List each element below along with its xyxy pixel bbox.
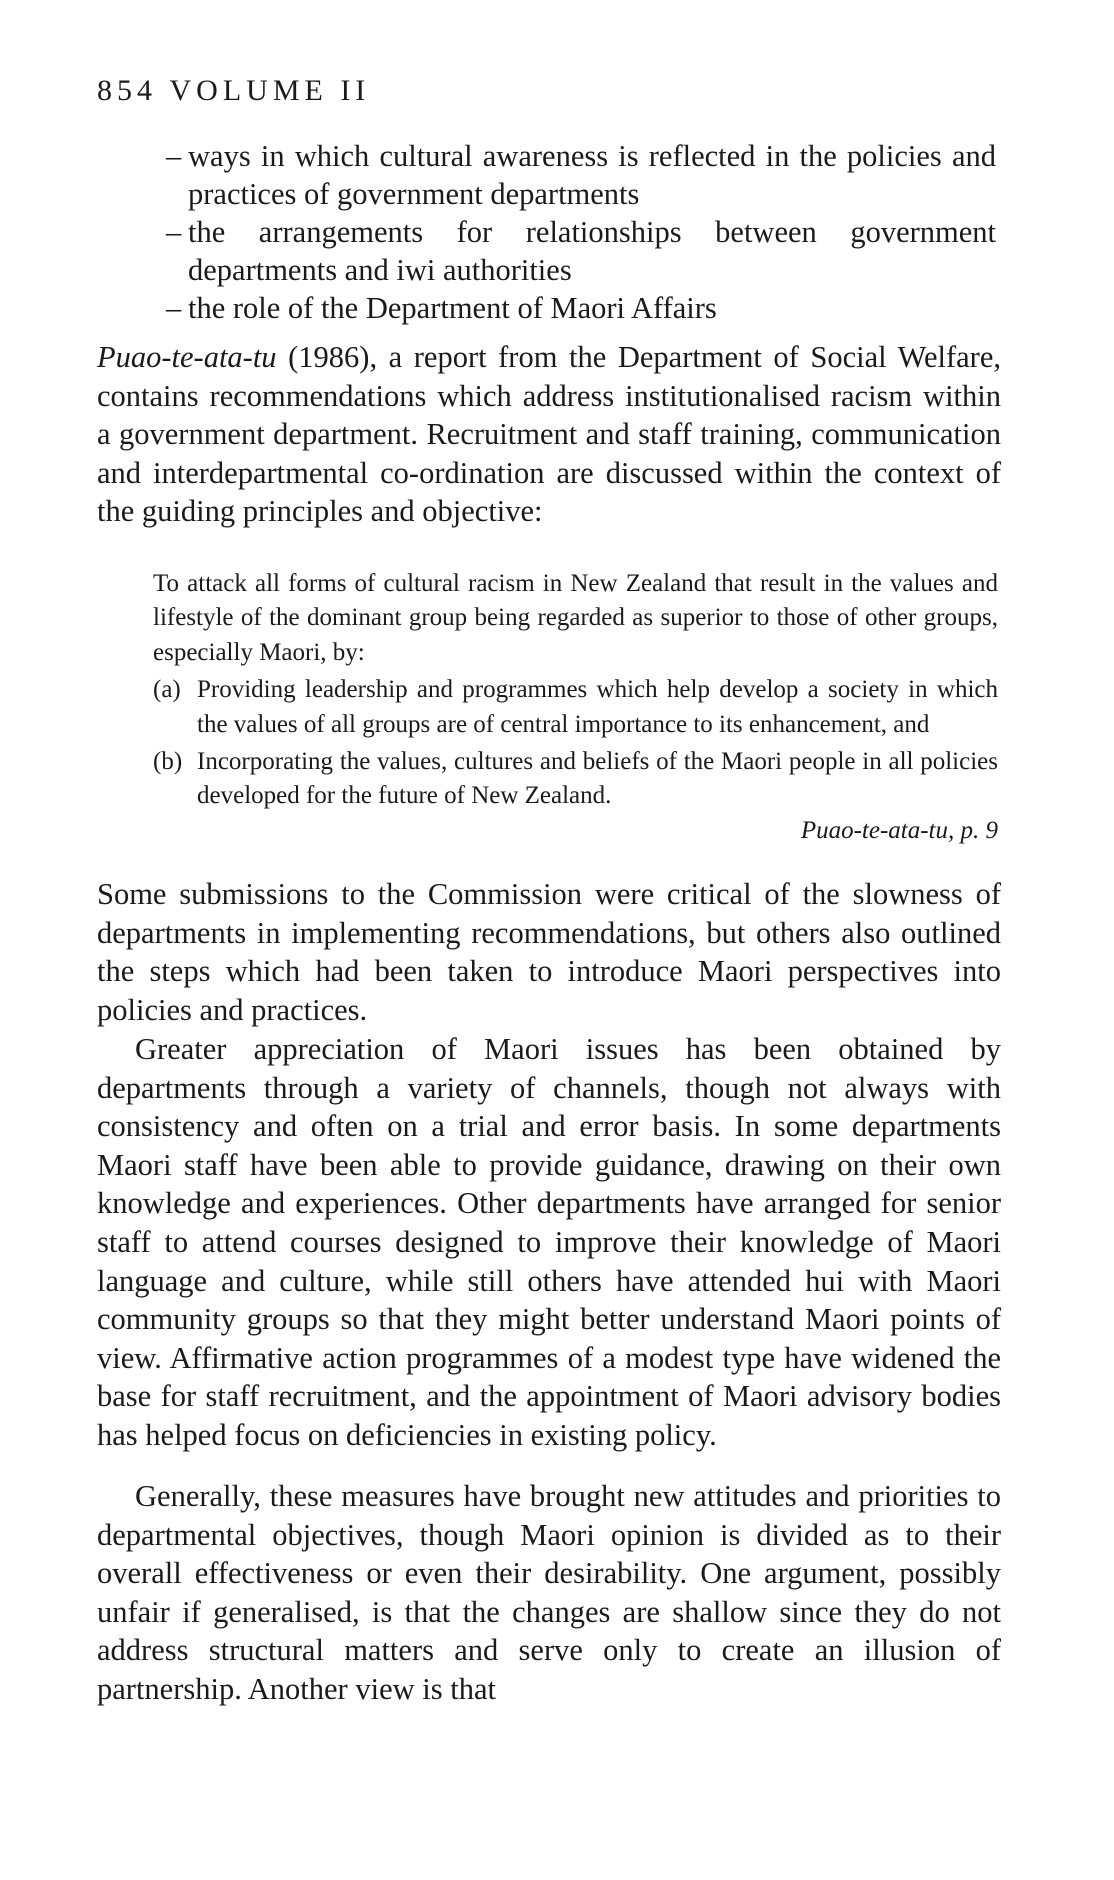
list-item (166, 289, 996, 327)
quote-intro: To attack all forms of cultural racism in New Zealand that result in the values and lifestyle of the dominant group being regarded as superior to those of other groups, especially Maori, by: (153, 570, 998, 666)
dash-marker: – (166, 139, 182, 173)
paragraph-generally: Generally, these measures have brought new attitudes and priorities to departmental objectives, though Maori opinion is divided as to their overall effectiveness or even their desirability. One argument, possibly unfair if generalised, is that the changes are shallow since they do not address structural matters and serve only to create an illusion of partnership. Another view is that (97, 1479, 1001, 1706)
quote-item-b (153, 745, 998, 814)
page-header (97, 76, 370, 106)
paragraph-text: (1986), a report from the Department of Social Welfare, contains recommendations which address institutionalised racism within a government department. Recruitment and staff training, communication and interdepartmental co-ordination are discussed within the context of the guiding principles and objective: (97, 340, 1001, 529)
dash-marker: – (166, 215, 182, 249)
list-item (166, 213, 996, 289)
report-title: Puao-te-ata-tu (97, 340, 277, 374)
bullet-list (166, 137, 996, 327)
quote-item-text: Providing leadership and programmes which help develop a society in which the values of all groups are of central importance to its enhancement, and (197, 676, 998, 738)
paragraph-submissions: Some submissions to the Commission were critical of the slowness of departments in implementing recommendations, but others also outlined the steps which had been taken to introduce Maori perspectives into policies and practices. (97, 877, 1001, 1027)
list-item-text: ways in which cultural awareness is reflected in the policies and practices of government departments (188, 139, 996, 211)
quote-item-a (153, 673, 998, 742)
block-quote (153, 567, 998, 848)
quote-item-text: Incorporating the values, cultures and beliefs of the Maori people in all policies developed for the future of New Zealand. (197, 748, 998, 810)
quote-item-label: (b) (153, 748, 183, 776)
quote-item-label: (a) (153, 676, 181, 704)
page-number: 854 (97, 74, 157, 107)
list-item (166, 137, 996, 213)
quote-attribution: Puao-te-ata-tu, p. 9 (800, 816, 998, 844)
running-title: VOLUME II (169, 74, 371, 107)
list-item-text: the role of the Department of Maori Affairs (188, 291, 717, 325)
paragraph-puao-intro (97, 338, 1001, 531)
dash-marker: – (166, 291, 182, 325)
paragraph-appreciation: Greater appreciation of Maori issues has been obtained by departments through a variety of channels, though not always with consistency and often on a trial and error basis. In some departments Maori staff have been able to provide guidance, drawing on their own knowledge and experiences. Other departments have arranged for senior staff to attend courses designed to improve their knowledge of Maori language and culture, while still others have attended hui with Maori community groups so that they might better understand Maori points of view. Affirmative action programmes of a modest type have widened the base for staff recruitment, and the appointment of Maori advisory bodies has helped focus on deficiencies in existing policy. (97, 1032, 1001, 1452)
list-item-text: the arrangements for relationships between government departments and iwi authorities (188, 215, 996, 287)
